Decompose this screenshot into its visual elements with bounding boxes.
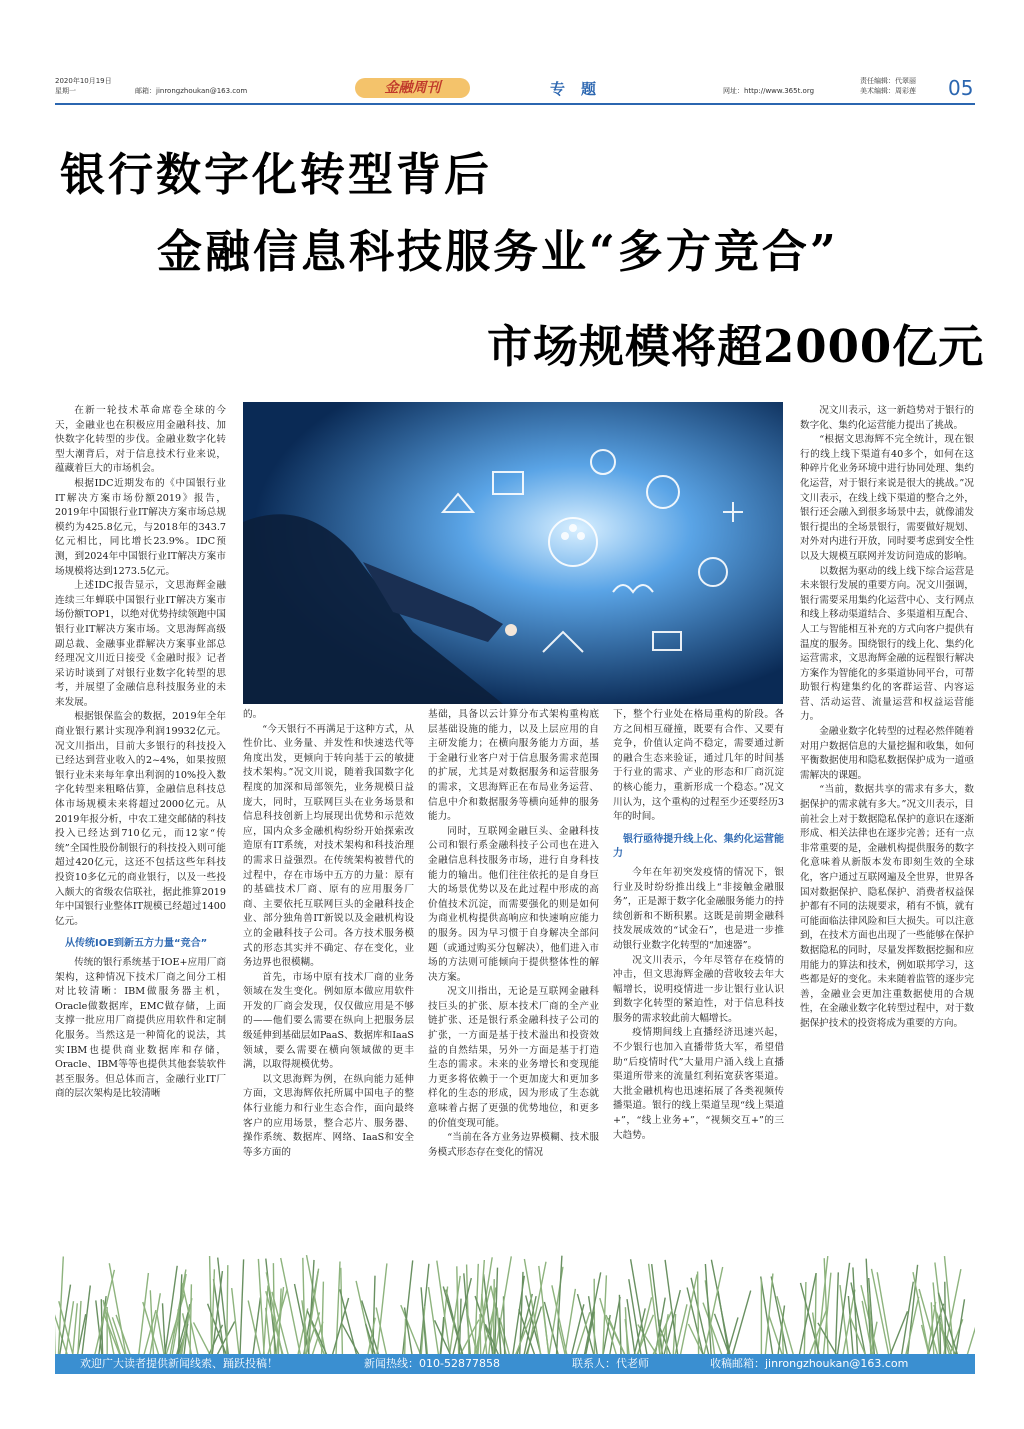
headline-line-1: 银行数字化转型背后 <box>60 148 493 201</box>
masthead-website: 网址：http://www.365t.org <box>723 87 815 95</box>
paragraph: “当前，数据共享的需求有多大，数据保护的需求就有多大。”况文川表示，目前社会上对于数据隐私保护的意识在逐渐形成、相关法律也在逐步完善；还有一点非常重要的是，金融机构提供服务的数字化意味着从新版本发布即刻生效的全球化，客户通过互联网遍及全世界，世界各国对数据保护、隐私保护、消费者权益保护都有不同的法规要求，稍有不慎，就有可能面临法律风险和巨大损失。可以注意到，在技术方面也出现了一些能够在保护数据隐私的同时，尽量发挥数据挖掘和应用能力的算法和技术，例如联邦学习，这些都是好的变化。未来随着监管的逐步完善，金融业会更加注重数据使用的合规性，在金融业数字化转型过程中，对于数据保护技术的投资将成为重要的方向。 <box>800 784 974 1029</box>
masthead-email: 邮箱：jinrongzhoukan@163.com <box>135 87 248 95</box>
headline-line-3: 市场规模将超2000亿元 <box>487 320 985 373</box>
article-column-5 <box>800 404 974 1032</box>
footer-hotline: 新闻热线：010-52877858 <box>364 1357 500 1370</box>
paragraph: 况文川指出，无论是互联网金融科技巨头的扩张、原本技术厂商的全产业链扩张、还是银行系金融科技子公司的扩张，一方面是基于技术溢出和投资效益的自然结果，另外一方面是基于打造生态的需求。未来的业务增长和变现能力更多将依赖于一个更加庞大和更加多样化的生态的形成，因为形成了生态就意味着占据了更强的优势地位，和更多的价值变现可能。 <box>428 986 599 1129</box>
footer-email: 收稿邮箱：jinrongzhoukan@163.com <box>710 1357 909 1370</box>
grass-blade <box>227 1265 228 1355</box>
paragraph: 上述IDC报告显示，文思海辉金融连续三年蝉联中国银行业IT解决方案市场份额TOP1，以绝对优势持续领跑中国银行业IT解决方案市场。文思海辉高级副总裁、金融事业群解决方案事业部总经理况文川近日接受《金融时报》记者采访时谈到了对银行业数字化转型的思考，并展望了金融信息科技服务业的未来发展。 <box>55 580 226 708</box>
subheading: 从传统IOE到新五方力量“竞合” <box>65 938 208 950</box>
grass-blade <box>782 1323 783 1355</box>
grass-blade <box>945 1282 946 1355</box>
grass-blade <box>804 1282 806 1355</box>
paragraph: 况文川表示，今年尽管存在疫情的冲击，但文思海辉金融的营收较去年大幅增长，说明疫情进一步让银行业认识到数字化转型的紧迫性，对于信息科技服务的需求较此前大幅增长。 <box>613 954 784 1024</box>
grass-blade <box>837 1263 849 1355</box>
paragraph: 况文川表示，这一新趋势对于银行的数字化、集约化运营能力提出了挑战。 <box>800 405 974 431</box>
grass-blade <box>688 1324 703 1355</box>
grass-blade <box>73 1303 78 1355</box>
grass-blade <box>341 1268 343 1355</box>
paragraph: “当前在各方业务边界模糊、技术服务模式形态存在变化的情况 <box>428 1132 599 1158</box>
section-name: 专题 <box>550 80 613 98</box>
grass-blade <box>666 1325 667 1355</box>
issue-date-block <box>55 76 112 96</box>
paragraph: 下，整个行业处在格局重构的阶段。各方之间相互碰撞，既要有合作、又要有竞争，价值认定尚不稳定，需要通过新的融合生态来验证，通过几年的时间基于行业的需求、产业的形态和厂商沉淀的核心能力，重新形成一个稳态。”况文川认为，这个重构的过程至少还要经历3年的时间。 <box>613 709 784 823</box>
grass-blade <box>733 1291 751 1355</box>
grass-blade <box>572 1304 584 1355</box>
grass-blade <box>877 1272 891 1355</box>
businessman-digital-icons-image <box>243 402 783 704</box>
subheading: 银行亟待提升线上化、集约化运营能力 <box>613 833 784 860</box>
footer-bar <box>55 1354 975 1374</box>
grass-blade <box>680 1274 697 1355</box>
paragraph: 根据银保监会的数据，2019年全年商业银行累计实现净利润19932亿元。况文川指出，目前大多银行的科技投入已经达到营业收入的2~4%，如果按照银行业未来每年拿出利润的10%投入数字化转型来粗略估算，金融信息科技总体市场规模未来将超过2000亿元。从2019年报分析，中农工建交邮储的科技投入已经达到710亿元，而12家“传统”全国性股份制银行的科技投入则可能超过420亿元，这还不包括这些年科技投资10多亿元的商业银行，以及一些投入颇大的省级农信联社，据此推算2019年中国银行业整体IT规模已经超过1400亿元。 <box>55 711 226 927</box>
paragraph: 以文思海辉为例，在纵向能力延伸方面，文思海辉依托所属中国电子的整体行业能力和行业生态合作，面向最终客户的应用场景，整合芯片、服务器、操作系统、数据库、网络、IaaS和安全等多方面的 <box>243 1073 414 1158</box>
paragraph: 基础，具备以云计算分布式架构重构底层基础设施的能力，以及上层应用的自主研发能力；在横向服务能力方面，基于金融行业客户对于信息服务需求范围的扩展，尤其是对数据服务和运营服务的需求，文思海辉正在布局业务运营、信息中介和数据服务等横向延伸的服务能力。 <box>428 709 599 823</box>
grass-blade <box>584 1272 600 1355</box>
grass-blade <box>281 1258 301 1355</box>
paragraph: 疫情期间线上直播经济迅速兴起，不少银行也加入直播带货大军，希望借助“后疫情时代”大量用户涌入线上直播渠道所带来的流量红利拓宽获客渠道。大批金融机构也迅速拓展了各类视频传播渠道。银行的线上渠道呈现“线上渠道+”，“线上业务+”，“视频交互+”的三大趋势。 <box>613 1027 784 1141</box>
grass-blade <box>429 1287 439 1355</box>
footer-invite: 欢迎广大读者提供新闻线索、踊跃投稿！ <box>80 1357 278 1370</box>
grass-blade <box>194 1322 211 1355</box>
grass-blade <box>840 1285 848 1355</box>
masthead-rule <box>55 103 975 105</box>
paragraph: 今年在年初突发疫情的情况下，银行业及时纷纷推出线上“非接触金融服务”，正是源于数字化金融服务能力的持续创新和不断积累。这既是前期金融科技发展成效的“试金石”，也是进一步推动银行业数字化转型的“加速器”。 <box>613 866 784 951</box>
grass-blade <box>332 1298 348 1355</box>
grass-blade <box>715 1314 730 1355</box>
editor-credits <box>860 76 916 96</box>
paragraph: 根据IDC近期发布的《中国银行业IT解决方案市场份额2019》报告，2019年中国银行业IT解决方案市场总规模约为425.8亿元，与2018年的343.7亿元相比，同比增长23.9%。IDC预测，到2024年中国银行业IT解决方案市场规模将达到1273.5亿元。 <box>55 477 226 577</box>
page-number: 05 <box>948 76 974 100</box>
footer-contact: 联系人：代老师 <box>572 1357 649 1370</box>
grass-blade <box>906 1297 919 1355</box>
issue-date: 2020年10月19日 <box>55 77 112 85</box>
grass-blade <box>214 1279 225 1355</box>
grass-blade <box>82 1286 90 1356</box>
designer-credit: 美术编辑：周彩莲 <box>860 87 916 95</box>
paragraph: 传统的银行系统基于IOE+应用厂商架构，这种情况下技术厂商之间分工相对比较清晰：IBM做服务器主机，Oracle做数据库，EMC做存储，上面支撑一批应用厂商提供应用软件和定制化服务。当然这是一种简化的说法，其实IBM也提供商业数据库和存储，Oracle、IBM等等也提供其他套装软件甚至服务。但总体而言，金融行业IT厂商的层次架构是比较清晰 <box>55 956 226 1100</box>
paragraph: 首先，市场中原有技术厂商的业务领域在发生变化。例如原本做应用软件开发的厂商会发现，仅仅做应用是不够的——他们要么需要在纵向上把服务层级延伸到基础层如PaaS、数据库和IaaS领域，要么需要在横向领域做的更丰满，以取得规模优势。 <box>243 971 414 1071</box>
grass-blade <box>232 1288 239 1355</box>
paragraph: 以数据为驱动的线上线下综合运营是未来银行发展的重要方向。况文川强调，银行需要采用集约化运营中心、支行网点和线上移动渠道结合、多渠道相互配合、人工与智能相互补充的方式向客户提供有温度的服务。围绕银行的线上化、集约化运营需求，文思海辉金融的远程银行解决方案作为智能化的多渠道协同平台，可帮助银行构建集约化的客群运营、内容运营、活动运营、流量运营和权益运营能力。 <box>800 565 974 723</box>
grass-blade <box>240 1259 244 1355</box>
paragraph: 在新一轮技术革命席卷全球的今天，金融业也在积极应用金融科技、加快数字化转型的步伐。金融业数字化转型大潮背后，对于信息技术行业来说，蕴藏着巨大的市场机会。 <box>55 405 226 475</box>
grass-blade <box>295 1284 310 1355</box>
paragraph: 同时，互联网金融巨头、金融科技公司和银行系金融科技子公司也在进入金融信息科技服务市场，进行自身科技能力的输出。他们往往依托的是自身巨大的场景优势以及在此过程中形成的高价值技术沉淀，而需要强化的则是如何为商业机构提供高响应和快速响应能力的服务。因为早习惯于自身解决全部问题（或通过购买分包解决），他们进入市场的方法则可能倾向于提供整体性的解决方案。 <box>428 825 599 983</box>
grass-blade <box>727 1317 738 1355</box>
grass-decoration <box>55 1255 975 1355</box>
headline-line-2: 金融信息科技服务业“多方竞合” <box>157 225 839 278</box>
paper-logo: 金融周刊 <box>355 78 470 98</box>
article-column-1 <box>55 404 226 1102</box>
article-column-2 <box>243 708 414 1160</box>
grass-blade <box>698 1272 699 1356</box>
paragraph: “今天银行不再满足于这种方式，从性价比、业务量、并发性和快速迭代等角度出发，更倾向于转向基于云的敏捷技术架构。”况文川说，随着我国数字化程度的加深和局部领先，业务规模日益庞大，同时，互联网巨头在业务场景和信息科技创新上均展现出优势和示范效应，国内众多金融机构纷纷开始探索改造原有IT系统，对技术架构和科技治理的需求日益强烈。在传统架构被替代的过程中，存在市场中五方的力量：原有的基础技术厂商、原有的应用服务厂商、主要依托互联网巨头的金融科技企业、部分独角兽IT新锐以及金融机构设立的金融科技子公司。各方技术服务模式的形态其实并不确定、存在变化，业务边界也很模糊。 <box>243 723 414 969</box>
grass-blade <box>377 1263 387 1355</box>
grass-blade <box>405 1319 406 1355</box>
article-column-3 <box>428 708 599 1160</box>
grass-blade <box>629 1279 641 1355</box>
editor-credit: 责任编辑：代翠丽 <box>860 77 916 85</box>
paragraph: 的。 <box>243 709 263 720</box>
grass-blade <box>625 1307 627 1355</box>
article-column-4 <box>613 708 784 1143</box>
masthead <box>55 76 975 102</box>
grass-blade <box>165 1266 177 1355</box>
grass-blade <box>956 1299 965 1355</box>
hero-photo <box>243 402 783 704</box>
grass-blade <box>967 1295 975 1355</box>
issue-weekday: 星期一 <box>55 87 76 95</box>
paragraph: 金融业数字化转型的过程必然伴随着对用户数据信息的大量挖掘和收集，如何平衡数据使用和隐私数据保护成为一道亟需解决的课题。 <box>800 726 974 781</box>
paragraph: “根据文思海辉不完全统计，现在银行的线上线下渠道有40多个，如何在这种碎片化业务环境中进行协同处理、集约化运营，对于银行来说是很大的挑战。”况文川表示，在线上线下渠道的整合之外，银行还会融入到很多场景中去，就像浦发银行提出的全场景银行，需要做好规划、对外对内进行开放，同时要考虑到安全性以及大规模互联网并发访问造成的影响。 <box>800 434 974 562</box>
grass-blade <box>836 1272 839 1355</box>
